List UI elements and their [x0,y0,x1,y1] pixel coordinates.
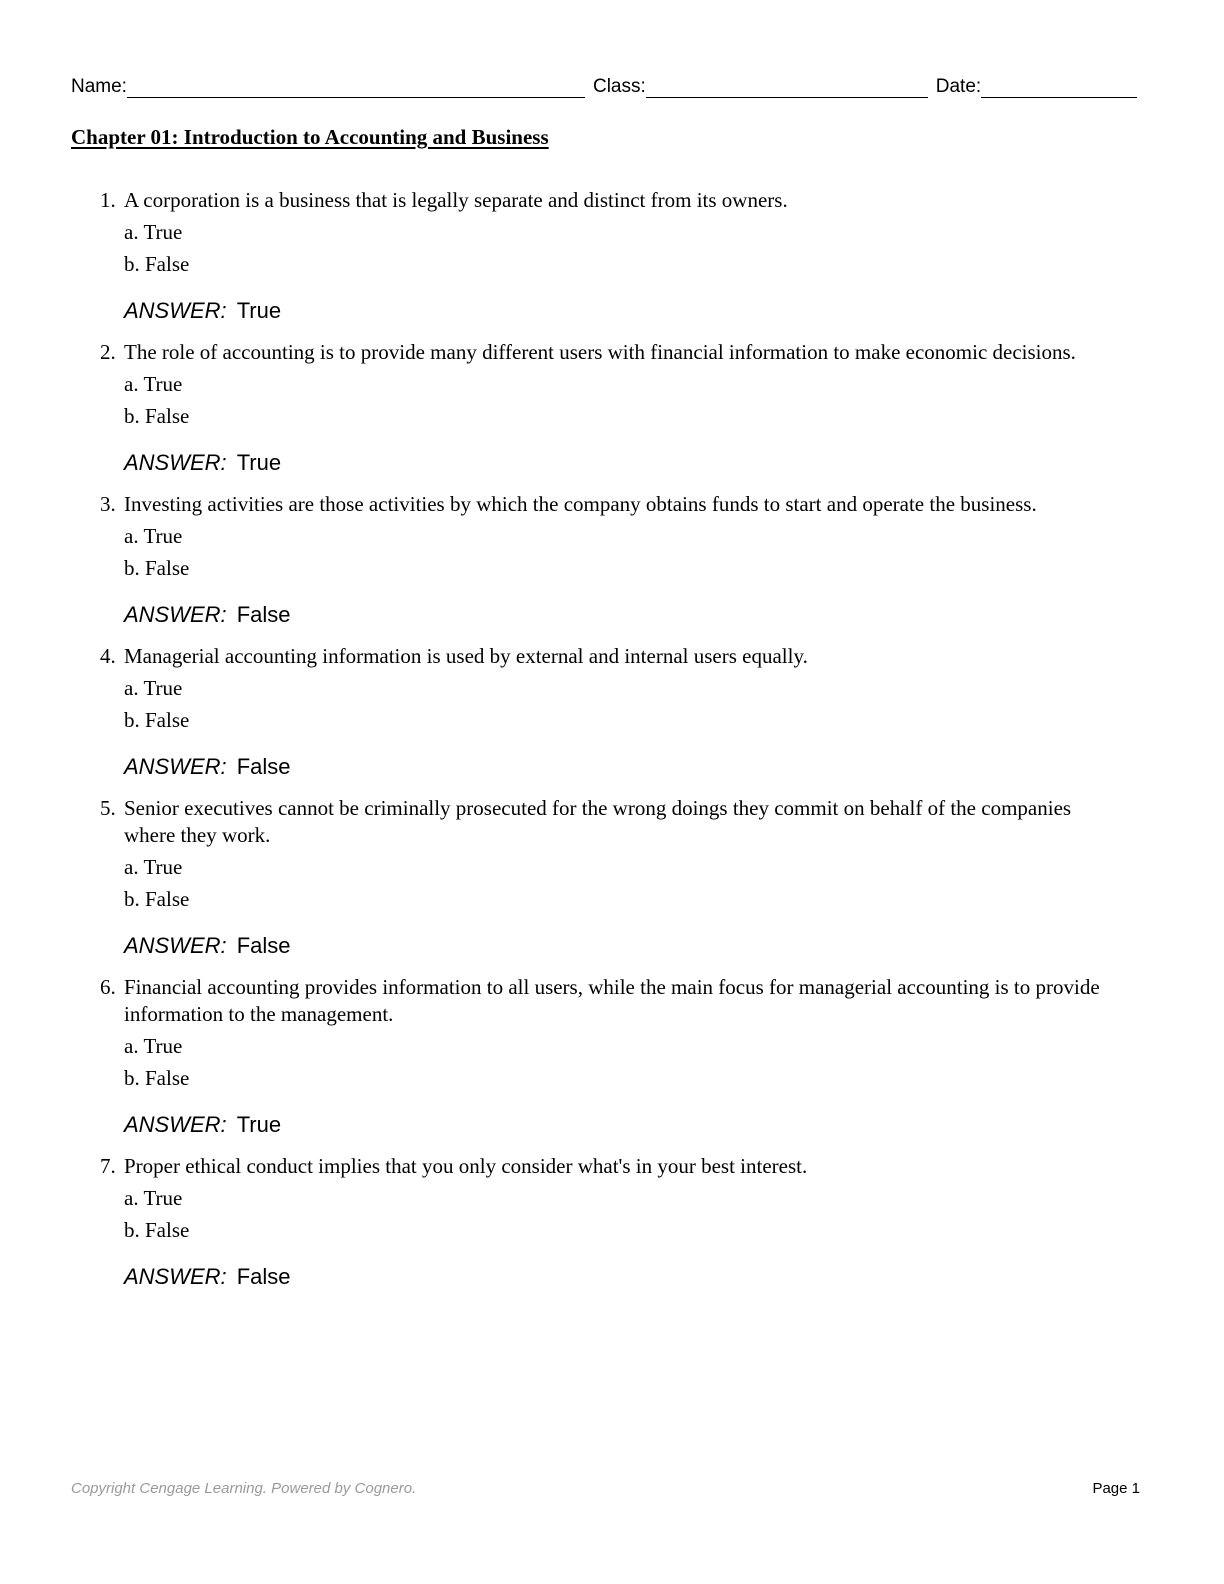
answer-options [0,851,1224,915]
question-stem [0,491,1124,518]
option-true: a. True [124,1186,183,1210]
question-stem [0,187,1124,214]
answer-value: True [236,1112,282,1137]
name-label: Name: [71,76,127,97]
answer-line [0,1111,1224,1139]
option-false: b. False [124,1066,190,1090]
option-false: b. False [124,708,190,732]
option-true: a. True [124,524,183,548]
answer-value: False [236,754,291,779]
option-true: a. True [124,220,183,244]
question-text: Proper ethical conduct implies that you only consider what's in your best interest. [124,1154,808,1178]
question-item [0,974,1224,1139]
question-text: Financial accounting provides information to all users, while the main focus for managerial accounting is to provide information to the management. [124,975,1100,1026]
answer-line [0,601,1224,629]
question-item [0,491,1224,629]
option-false: b. False [124,556,190,580]
question-stem [0,1153,1124,1180]
question-number: 7. [100,1154,116,1178]
option-false: b. False [124,252,190,276]
question-item [0,187,1224,325]
answer-value: False [236,933,291,958]
student-info-header [71,70,1141,98]
answer-options [0,1030,1224,1094]
answer-label: ANSWER: [124,933,227,958]
answer-options [0,672,1224,736]
question-number: 2. [100,340,116,364]
answer-label: ANSWER: [124,602,227,627]
question-number: 3. [100,492,116,516]
answer-options [0,216,1224,280]
answer-value: False [236,1264,291,1289]
question-stem [0,339,1124,366]
answer-value: True [236,450,282,475]
answer-options [0,1182,1224,1246]
date-label: Date: [935,76,982,97]
option-true: a. True [124,855,183,879]
copyright-footer: Copyright Cengage Learning. Powered by Cognero. [71,1480,417,1497]
question-text: Senior executives cannot be criminally prosecuted for the wrong doings they commit on behalf of the companies where they work. [124,796,1072,847]
question-stem [0,974,1124,1028]
option-true: a. True [124,372,183,396]
answer-line [0,932,1224,960]
question-item [0,1153,1224,1291]
answer-line [0,1263,1224,1291]
class-label: Class: [592,76,646,97]
name-blank-line [127,75,585,98]
question-item [0,643,1224,781]
answer-line [0,449,1224,477]
page-number: Page 1 [1092,1480,1140,1497]
option-true: a. True [124,676,183,700]
question-item [0,795,1224,960]
question-text: The role of accounting is to provide many different users with financial information to make economic decisions. [124,340,1076,364]
answer-line [0,753,1224,781]
question-text: Investing activities are those activities by which the company obtains funds to start and operate the business. [124,492,1037,516]
question-text: Managerial accounting information is used by external and internal users equally. [124,644,808,668]
answer-label: ANSWER: [124,1112,227,1137]
answer-value: False [236,602,291,627]
option-false: b. False [124,404,190,428]
question-number: 4. [100,644,116,668]
answer-line [0,297,1224,325]
answer-options [0,520,1224,584]
option-true: a. True [124,1034,183,1058]
answer-options [0,368,1224,432]
question-item [0,339,1224,477]
chapter-title: Chapter 01: Introduction to Accounting and Business [71,125,549,149]
answer-label: ANSWER: [124,754,227,779]
date-blank-line [981,75,1137,98]
question-number: 5. [100,796,116,820]
question-stem [0,643,1124,670]
question-stem [0,795,1124,849]
answer-label: ANSWER: [124,298,227,323]
question-number: 6. [100,975,116,999]
option-false: b. False [124,1218,190,1242]
question-number: 1. [100,188,116,212]
option-false: b. False [124,887,190,911]
answer-label: ANSWER: [124,1264,227,1289]
question-text: A corporation is a business that is legally separate and distinct from its owners. [124,188,788,212]
class-blank-line [646,75,928,98]
question-list [0,187,1224,1305]
answer-label: ANSWER: [124,450,227,475]
answer-value: True [236,298,282,323]
